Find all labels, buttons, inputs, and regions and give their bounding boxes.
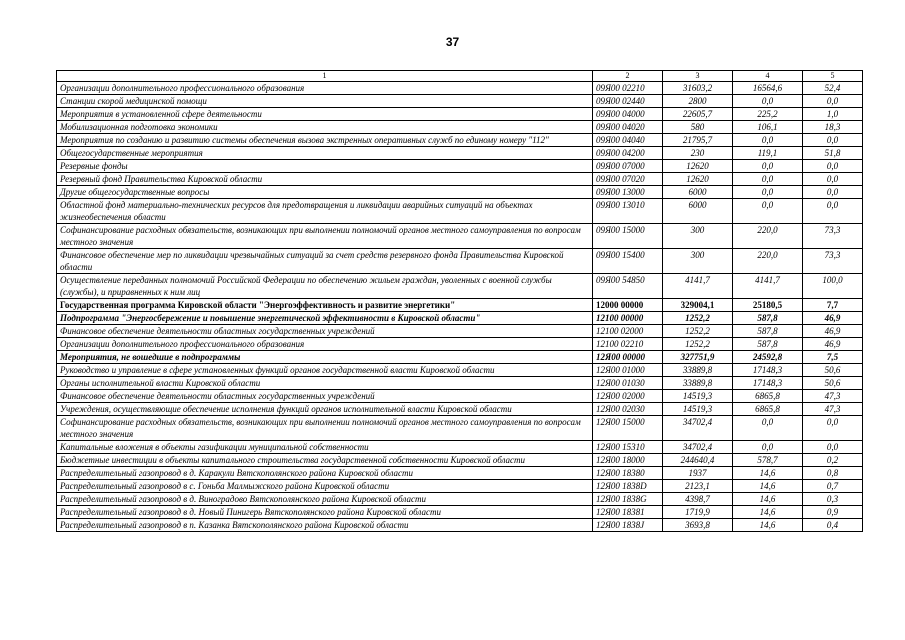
table-row [57,390,863,403]
item-name-cell: Организации дополнительного профессионального образования [57,82,593,95]
table-row [57,454,863,467]
planned-amount-cell: 1252,2 [663,325,733,338]
planned-amount-cell: 4398,7 [663,493,733,506]
executed-amount-cell: 0,0 [733,173,803,186]
executed-amount-cell: 0,0 [733,441,803,454]
executed-amount-cell: 0,0 [733,199,803,224]
table-row [57,506,863,519]
planned-amount-cell: 244640,4 [663,454,733,467]
executed-amount-cell: 0,0 [733,186,803,199]
table-row [57,338,863,351]
table-row [57,403,863,416]
planned-amount-cell: 2800 [663,95,733,108]
planned-amount-cell: 12620 [663,173,733,186]
header-col-2: 2 [593,71,663,82]
item-name-cell: Мероприятия, не вошедшие в подпрограммы [57,351,593,364]
item-code-cell: 09Я00 04040 [593,134,663,147]
table-row [57,82,863,95]
page-number: 37 [445,35,460,49]
execution-percent-cell: 0,8 [803,467,863,480]
item-name-cell: Резервные фонды [57,160,593,173]
header-row [57,71,863,82]
planned-amount-cell: 580 [663,121,733,134]
item-code-cell: 12100 02000 [593,325,663,338]
execution-percent-cell: 0,2 [803,454,863,467]
execution-percent-cell: 51,8 [803,147,863,160]
executed-amount-cell: 14,6 [733,506,803,519]
item-code-cell: 12Я00 18000 [593,454,663,467]
item-name-cell: Мероприятия по созданию и развитию системы обеспечения вызова экстренных оперативных служб по единому номеру "112" [57,134,593,147]
executed-amount-cell: 220,0 [733,249,803,274]
item-name-cell: Руководство и управление в сфере установленных функций органов государственной власти Кировской области [57,364,593,377]
executed-amount-cell: 4141,7 [733,274,803,299]
item-code-cell: 12Я00 18380 [593,467,663,480]
table-row [57,519,863,532]
item-name-cell: Общегосударственные мероприятия [57,147,593,160]
executed-amount-cell: 0,0 [733,160,803,173]
item-name-cell: Финансовое обеспечение деятельности областных государственных учреждений [57,325,593,338]
execution-percent-cell: 0,0 [803,186,863,199]
table-row [57,173,863,186]
execution-percent-cell: 0,3 [803,493,863,506]
table-body [57,82,863,532]
table-row [57,186,863,199]
item-name-cell: Софинансирование расходных обязательств, возникающих при выполнении полномочий органов местного самоуправления по вопросам местного значения [57,224,593,249]
table-row [57,467,863,480]
execution-percent-cell: 0,0 [803,134,863,147]
executed-amount-cell: 24592,8 [733,351,803,364]
item-code-cell: 09Я00 15400 [593,249,663,274]
planned-amount-cell: 3693,8 [663,519,733,532]
header-col-4: 4 [733,71,803,82]
execution-percent-cell: 46,9 [803,338,863,351]
executed-amount-cell: 225,2 [733,108,803,121]
item-code-cell: 12Я00 1838D [593,480,663,493]
executed-amount-cell: 6865,8 [733,403,803,416]
item-code-cell: 12100 00000 [593,312,663,325]
planned-amount-cell: 300 [663,224,733,249]
item-name-cell: Капитальные вложения в объекты газификации муниципальной собственности [57,441,593,454]
item-code-cell: 12Я00 01000 [593,364,663,377]
item-name-cell: Софинансирование расходных обязательств, возникающих при выполнении полномочий органов местного самоуправления по вопросам местного значения [57,416,593,441]
item-code-cell: 12Я00 00000 [593,351,663,364]
table-row [57,377,863,390]
item-name-cell: Органы исполнительной власти Кировской области [57,377,593,390]
executed-amount-cell: 578,7 [733,454,803,467]
executed-amount-cell: 25180,5 [733,299,803,312]
planned-amount-cell: 33889,8 [663,377,733,390]
planned-amount-cell: 22605,7 [663,108,733,121]
item-name-cell: Учреждения, осуществляющие обеспечение исполнения функций органов исполнительной власти Кировской области [57,403,593,416]
planned-amount-cell: 31603,2 [663,82,733,95]
item-name-cell: Осуществление переданных полномочий Российской Федерации по обеспечению жильем граждан, уволенных с военной службы (службы), и приравненных к ним лиц [57,274,593,299]
executed-amount-cell: 119,1 [733,147,803,160]
item-name-cell: Другие общегосударственные вопросы [57,186,593,199]
execution-percent-cell: 0,7 [803,480,863,493]
execution-percent-cell: 7,7 [803,299,863,312]
table-row [57,299,863,312]
item-name-cell: Распределительный газопровод в п. Казанка Вятскополянского района Кировской области [57,519,593,532]
item-name-cell: Распределительный газопровод в д. Виноградово Вятскополянского района Кировской области [57,493,593,506]
item-name-cell: Мероприятия в установленной сфере деятельности [57,108,593,121]
table-row [57,134,863,147]
executed-amount-cell: 17148,3 [733,364,803,377]
execution-percent-cell: 7,5 [803,351,863,364]
table-row [57,108,863,121]
table-row [57,364,863,377]
execution-percent-cell: 0,0 [803,160,863,173]
executed-amount-cell: 16564,6 [733,82,803,95]
table-row [57,249,863,274]
table-row [57,147,863,160]
header-col-3: 3 [663,71,733,82]
table-row [57,224,863,249]
item-code-cell: 09Я00 13010 [593,199,663,224]
executed-amount-cell: 0,0 [733,95,803,108]
planned-amount-cell: 21795,7 [663,134,733,147]
item-name-cell: Финансовое обеспечение мер по ликвидации чрезвычайных ситуаций за счет средств резервного фонда Правительства Кировской области [57,249,593,274]
planned-amount-cell: 300 [663,249,733,274]
execution-percent-cell: 0,4 [803,519,863,532]
item-code-cell: 12Я00 02030 [593,403,663,416]
planned-amount-cell: 6000 [663,186,733,199]
execution-percent-cell: 0,0 [803,199,863,224]
executed-amount-cell: 0,0 [733,134,803,147]
header-col-1: 1 [57,71,593,82]
item-name-cell: Бюджетные инвестиции в объекты капитального строительства государственной собственности Кировской области [57,454,593,467]
item-code-cell: 12Я00 02000 [593,390,663,403]
planned-amount-cell: 34702,4 [663,441,733,454]
item-code-cell: 09Я00 15000 [593,224,663,249]
item-name-cell: Государственная программа Кировской области "Энергоэффективность и развитие энергетики" [57,299,593,312]
item-code-cell: 09Я00 13000 [593,186,663,199]
planned-amount-cell: 6000 [663,199,733,224]
item-name-cell: Подпрограмма "Энергосбережение и повышение энергетической эффективности в Кировской области" [57,312,593,325]
table-row [57,441,863,454]
table-row [57,274,863,299]
item-name-cell: Финансовое обеспечение деятельности областных государственных учреждений [57,390,593,403]
execution-percent-cell: 50,6 [803,377,863,390]
item-name-cell: Распределительный газопровод в д. Новый Пинигерь Вятскополянского района Кировской области [57,506,593,519]
item-code-cell: 09Я00 07020 [593,173,663,186]
table-row [57,312,863,325]
item-code-cell: 12Я00 18381 [593,506,663,519]
item-name-cell: Распределительный газопровод в д. Каракули Вятскополянского района Кировской области [57,467,593,480]
executed-amount-cell: 220,0 [733,224,803,249]
item-code-cell: 12Я00 01030 [593,377,663,390]
table-row [57,416,863,441]
item-code-cell: 09Я00 04200 [593,147,663,160]
item-name-cell: Резервный фонд Правительства Кировской области [57,173,593,186]
executed-amount-cell: 0,0 [733,416,803,441]
executed-amount-cell: 14,6 [733,493,803,506]
item-code-cell: 12Я00 1838J [593,519,663,532]
item-code-cell: 09Я00 04000 [593,108,663,121]
planned-amount-cell: 1719,9 [663,506,733,519]
executed-amount-cell: 587,8 [733,325,803,338]
table-row [57,493,863,506]
execution-percent-cell: 0,0 [803,441,863,454]
planned-amount-cell: 230 [663,147,733,160]
planned-amount-cell: 12620 [663,160,733,173]
execution-percent-cell: 1,0 [803,108,863,121]
item-name-cell: Мобилизационная подготовка экономики [57,121,593,134]
planned-amount-cell: 2123,1 [663,480,733,493]
executed-amount-cell: 587,8 [733,338,803,351]
execution-percent-cell: 0,0 [803,173,863,186]
table-row [57,160,863,173]
executed-amount-cell: 17148,3 [733,377,803,390]
execution-percent-cell: 47,3 [803,403,863,416]
item-code-cell: 09Я00 04020 [593,121,663,134]
header-col-5: 5 [803,71,863,82]
item-code-cell: 09Я00 02440 [593,95,663,108]
executed-amount-cell: 6865,8 [733,390,803,403]
table-row [57,325,863,338]
execution-percent-cell: 73,3 [803,249,863,274]
table-row [57,95,863,108]
execution-percent-cell: 18,3 [803,121,863,134]
planned-amount-cell: 34702,4 [663,416,733,441]
planned-amount-cell: 329004,1 [663,299,733,312]
table-row [57,351,863,364]
item-code-cell: 12Я00 1838G [593,493,663,506]
item-code-cell: 09Я00 54850 [593,274,663,299]
execution-percent-cell: 0,0 [803,95,863,108]
planned-amount-cell: 14519,3 [663,403,733,416]
executed-amount-cell: 106,1 [733,121,803,134]
execution-percent-cell: 100,0 [803,274,863,299]
execution-percent-cell: 46,9 [803,325,863,338]
executed-amount-cell: 14,6 [733,519,803,532]
executed-amount-cell: 14,6 [733,467,803,480]
table-row [57,480,863,493]
executed-amount-cell: 587,8 [733,312,803,325]
execution-percent-cell: 47,3 [803,390,863,403]
table-row [57,199,863,224]
item-code-cell: 09Я00 02210 [593,82,663,95]
item-code-cell: 12Я00 15000 [593,416,663,441]
item-code-cell: 09Я00 07000 [593,160,663,173]
planned-amount-cell: 14519,3 [663,390,733,403]
execution-percent-cell: 0,0 [803,416,863,441]
planned-amount-cell: 33889,8 [663,364,733,377]
item-code-cell: 12000 00000 [593,299,663,312]
item-code-cell: 12Я00 15310 [593,441,663,454]
execution-percent-cell: 46,9 [803,312,863,325]
item-name-cell: Организации дополнительного профессионального образования [57,338,593,351]
execution-percent-cell: 0,9 [803,506,863,519]
item-code-cell: 12100 02210 [593,338,663,351]
item-name-cell: Распределительный газопровод в с. Гоньба Малмыжского района Кировской области [57,480,593,493]
budget-table [56,70,863,532]
table-row [57,121,863,134]
execution-percent-cell: 52,4 [803,82,863,95]
planned-amount-cell: 327751,9 [663,351,733,364]
execution-percent-cell: 73,3 [803,224,863,249]
item-name-cell: Станции скорой медицинской помощи [57,95,593,108]
planned-amount-cell: 1252,2 [663,312,733,325]
executed-amount-cell: 14,6 [733,480,803,493]
planned-amount-cell: 1937 [663,467,733,480]
execution-percent-cell: 50,6 [803,364,863,377]
planned-amount-cell: 4141,7 [663,274,733,299]
item-name-cell: Областной фонд материально-технических ресурсов для предотвращения и ликвидации аварийных ситуаций на объектах жизнеобеспечения области [57,199,593,224]
planned-amount-cell: 1252,2 [663,338,733,351]
